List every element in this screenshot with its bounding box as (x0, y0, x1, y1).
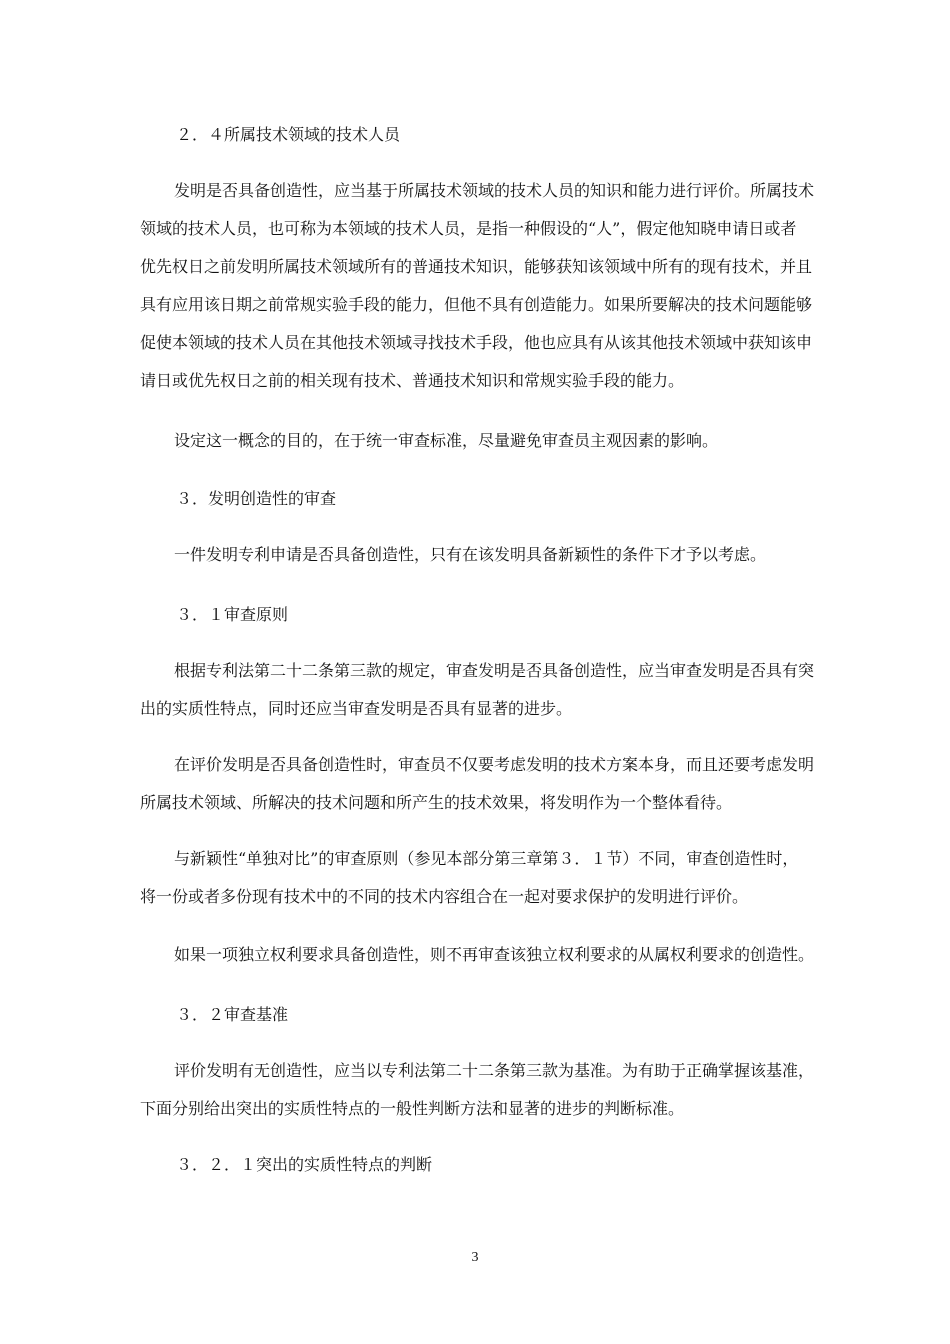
section-heading (176, 116, 836, 154)
paragraph (140, 840, 840, 916)
heading-text: ３．发明创造性的审查 (176, 489, 337, 508)
paragraph-line: 具有应用该日期之前常规实验手段的能力，但他不具有创造能力。如果所要解决的技术问题能够 (140, 295, 813, 314)
paragraph-line: 与新颖性“单独对比”的审查原则（参见本部分第三章第３．１节）不同，审查创造性时， (174, 849, 799, 868)
paragraph-line: 如果一项独立权利要求具备创造性，则不再审查该独立权利要求的从属权利要求的创造性。 (174, 945, 815, 964)
paragraph-line: 评价发明有无创造性，应当以专利法第二十二条第三款为基准。为有助于正确掌握该基准， (174, 1061, 815, 1080)
paragraph-line: 出的实质性特点，同时还应当审查发明是否具有显著的进步。 (140, 699, 573, 718)
paragraph-line: 在评价发明是否具备创造性时，审查员不仅要考虑发明的技术方案本身，而且还要考虑发明 (174, 755, 815, 774)
section-heading (176, 996, 836, 1034)
section-heading (176, 480, 836, 518)
heading-text: ３．２．１突出的实质性特点的判断 (176, 1155, 433, 1174)
paragraph-line: 请日或优先权日之前的相关现有技术、普通技术知识和常规实验手段的能力。 (140, 371, 685, 390)
paragraph-line: 根据专利法第二十二条第三款的规定，审查发明是否具备创造性，应当审查发明是否具有突 (174, 661, 815, 680)
paragraph (140, 422, 840, 460)
paragraph (140, 652, 840, 728)
paragraph-line: 一件发明专利申请是否具备创造性，只有在该发明具备新颖性的条件下才予以考虑。 (174, 545, 767, 564)
section-heading (176, 1146, 836, 1184)
page-number: 3 (471, 1250, 479, 1265)
paragraph (140, 936, 840, 974)
paragraph-line: 将一份或者多份现有技术中的不同的技术内容组合在一起对要求保护的发明进行评价。 (140, 887, 749, 906)
paragraph-line: 优先权日之前发明所属技术领域所有的普通技术知识，能够获知该领域中所有的现有技术，并且 (140, 257, 813, 276)
paragraph (140, 172, 840, 400)
heading-text: ３．１审查原则 (176, 605, 289, 624)
paragraph-line: 领域的技术人员，也可称为本领域的技术人员，是指一种假设的“人”，假定他知晓申请日或者 (140, 219, 797, 238)
paragraph (140, 746, 840, 822)
paragraph-line: 所属技术领域、所解决的技术问题和所产生的技术效果，将发明作为一个整体看待。 (140, 793, 733, 812)
paragraph-line: 设定这一概念的目的，在于统一审查标准，尽量避免审查员主观因素的影响。 (174, 431, 719, 450)
paragraph-line: 发明是否具备创造性，应当基于所属技术领域的技术人员的知识和能力进行评价。所属技术 (174, 181, 815, 200)
paragraph-line: 促使本领域的技术人员在其他技术领域寻找技术手段，他也应具有从该其他技术领域中获知该申 (140, 333, 813, 352)
paragraph-line: 下面分别给出突出的实质性特点的一般性判断方法和显著的进步的判断标准。 (140, 1099, 685, 1118)
paragraph (140, 1052, 840, 1128)
section-heading (176, 596, 836, 634)
heading-text: ２．４所属技术领域的技术人员 (176, 125, 401, 144)
paragraph (140, 536, 840, 574)
heading-text: ３．２审查基准 (176, 1005, 289, 1024)
